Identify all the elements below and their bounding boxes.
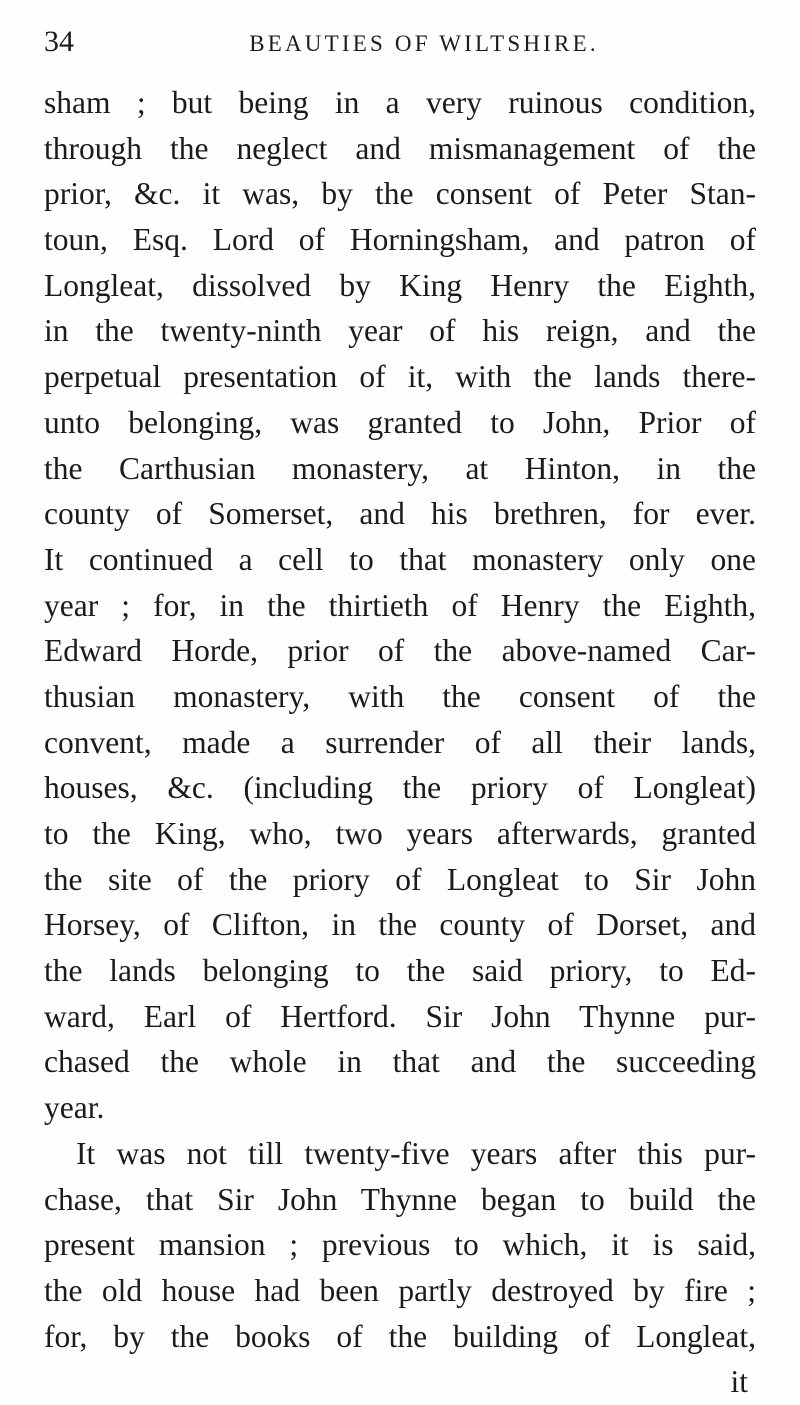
text-line: year ; for, in the thirtieth of Henry the Eighth, xyxy=(44,587,756,623)
text-line: It continued a cell to that monastery only one xyxy=(44,541,756,577)
text-line: the site of the priory of Longleat to Sir John xyxy=(44,861,756,897)
text-line: year. xyxy=(44,1090,105,1126)
text-line: for, by the books of the building of Longleat, xyxy=(44,1318,756,1354)
running-title: BEAUTIES OF WILTSHIRE. xyxy=(249,31,599,56)
paragraph-new xyxy=(44,1131,756,1359)
text-line: Horsey, of Clifton, in the county of Dorset, and xyxy=(44,907,756,943)
text-line: ward, Earl of Hertford. Sir John Thynne pur- xyxy=(44,998,756,1034)
running-head xyxy=(44,22,756,62)
text-line: It was not till twenty-five years after this pur- xyxy=(76,1135,756,1171)
page-number: 34 xyxy=(44,25,74,58)
text-line: present mansion ; previous to which, it is said, xyxy=(44,1227,756,1263)
text-line: the lands belonging to the said priory, to Ed- xyxy=(44,953,756,989)
text-line: the Carthusian monastery, at Hinton, in the xyxy=(44,450,756,486)
text-line: Longleat, dissolved by King Henry the Eighth, xyxy=(44,267,756,303)
text-line: unto belonging, was granted to John, Prior of xyxy=(44,404,756,440)
text-line: Edward Horde, prior of the above-named Car- xyxy=(44,633,756,669)
text-line: to the King, who, two years afterwards, granted xyxy=(44,816,756,851)
text-line: sham ; but being in a very ruinous condition, xyxy=(44,85,756,120)
text-line: through the neglect and mismanagement of the xyxy=(44,130,756,166)
text-line: chased the whole in that and the succeeding xyxy=(44,1044,756,1080)
text-line: county of Somerset, and his brethren, for ever. xyxy=(44,496,756,532)
text-line: thusian monastery, with the consent of the xyxy=(44,678,756,714)
body-text xyxy=(44,80,756,1405)
text-line: houses, &c. (including the priory of Longleat) xyxy=(44,770,756,806)
catchword: it xyxy=(730,1364,748,1400)
text-line: convent, made a surrender of all their lands, xyxy=(44,724,756,760)
text-line: chase, that Sir John Thynne began to build the xyxy=(44,1181,756,1217)
text-line: in the twenty-ninth year of his reign, and the xyxy=(44,313,756,349)
text-line: the old house had been partly destroyed by fire ; xyxy=(44,1272,756,1308)
paragraph-continued xyxy=(44,80,756,1131)
text-line: prior, &c. it was, by the consent of Peter Stan- xyxy=(44,176,756,212)
text-line: toun, Esq. Lord of Horningsham, and patron of xyxy=(44,222,756,258)
text-line: perpetual presentation of it, with the lands there- xyxy=(44,359,756,395)
